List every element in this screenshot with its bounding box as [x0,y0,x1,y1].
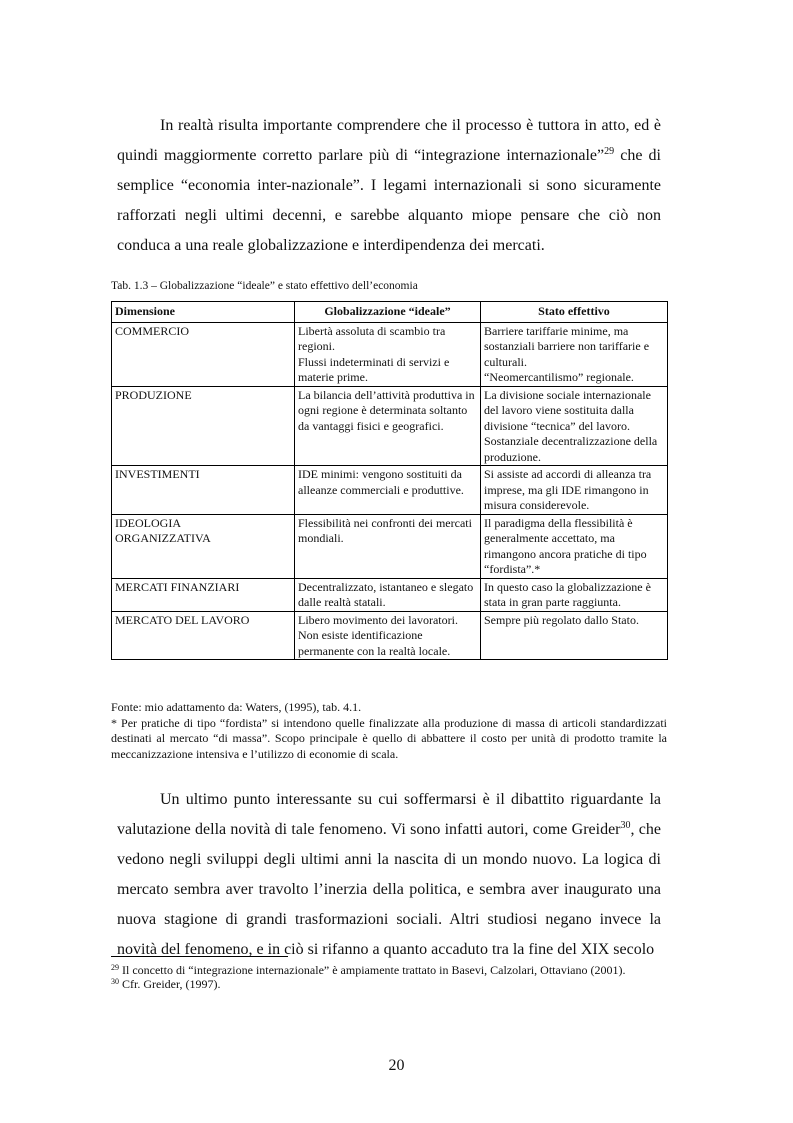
dimension-cell [112,322,295,386]
footnote-29 [111,963,667,977]
cell-text: MERCATO DEL LAVORO [115,612,250,627]
ideal-cell [295,386,481,466]
cell-text: Il paradigma della flessibilità è generalmente accettato, ma rimangono ancora pratiche di tipo “fordista”.* [484,515,647,576]
header-dimensione: Dimensione [112,302,295,323]
table-row [112,514,668,578]
table-header-row [112,302,668,323]
table-row [112,466,668,515]
dimension-cell [112,466,295,515]
paragraph-2 [117,785,661,965]
state-cell [481,611,668,660]
footnote-divider [111,956,288,957]
cell-text: Libertà assoluta di scambio tra regioni. [298,323,446,353]
paragraph-2-text-a: Un ultimo punto interessante su cui soffermarsi è il dibattito riguardante la valutazione della novità di tale fenomeno. Vi sono infatti autori, come Greider [117,791,661,838]
cell-text: Sempre più regolato dallo Stato. [484,612,639,627]
table-caption: Tab. 1.3 – Globalizzazione “ideale” e stato effettivo dell’economia [111,280,418,292]
cell-text: MERCATI FINANZIARI [115,579,240,594]
cell-text: PRODUZIONE [115,387,192,402]
cell-text: Flessibilità nei confronti dei mercati mondiali. [298,515,472,545]
cell-text: Barriere tariffarie minime, ma sostanziali barriere non tariffarie e culturali. [484,323,650,369]
footnote-ref-29[interactable]: 29 [604,146,615,157]
ideal-cell [295,578,481,611]
footnotes [111,963,667,991]
state-cell [481,322,668,386]
dimension-cell [112,514,295,578]
page-number: 20 [388,1057,405,1074]
cell-text: “Neomercantilismo” regionale. [484,370,634,384]
paragraph-1-text-b: che di semplice “economia inter-nazionale”. I legami internazionali si sono sicuramente rafforzati negli ultimi decenni, e sarebbe alquanto miope pensare che ciò non conduca a una reale globalizzazione e interdipendenza dei mercati. [117,147,661,254]
dimension-cell [112,611,295,660]
globalization-table [111,301,668,660]
header-stato-effettivo: Stato effettivo [481,302,668,323]
cell-text: Si assiste ad accordi di alleanza tra imprese, ma gli IDE rimangono in misura considerevole. [484,467,652,512]
state-cell [481,466,668,515]
cell-text: Flussi indeterminati di servizi e materie prime. [298,354,450,384]
footnote-number: 29 [111,963,119,972]
table-source: Fonte: mio adattamento da: Waters, (1995), tab. 4.1. [111,700,362,714]
paragraph-2-text-b: , che vedono negli sviluppi degli ultimi anni la nascita di un mondo nuovo. La logica di mercato sembra aver travolto l’inerzia della politica, e sembra aver inaugurato una nuova stagione di grandi trasformazioni sociali. Altri studiosi negano invece la novità del fenomeno, e in ciò si rifanno a quanto accaduto tra la fine del XIX secolo [117,821,662,958]
ideal-cell [295,466,481,515]
table-container [111,301,667,660]
cell-text: ORGANIZZATIVA [115,531,211,545]
footnote-number: 30 [111,977,119,986]
footnote-30 [111,977,667,991]
cell-text: INVESTIMENTI [115,467,200,481]
cell-text: In questo caso la globalizzazione è stata in gran parte raggiunta. [484,579,651,609]
table-row [112,578,668,611]
table-notes [111,700,667,762]
ideal-cell [295,611,481,660]
cell-text: La divisione sociale internazionale del lavoro viene sostituita dalla divisione “tecnica” del lavoro. Sostanziale decentralizzazione della produzione. [484,387,658,464]
table-row [112,611,668,660]
paragraph-1-text-a: In realtà risulta importante comprendere che il processo è tuttora in atto, ed è quindi maggiormente corretto parlare più di “integrazione internazionale” [117,117,661,164]
cell-text: Libero movimento dei lavoratori. Non esiste identificazione permanente con la realtà locale. [298,612,458,658]
state-cell [481,578,668,611]
dimension-cell [112,386,295,466]
cell-text: IDE minimi: vengono sostituiti da alleanze commerciali e produttive. [298,467,464,497]
table-row [112,322,668,386]
header-globalizzazione-ideale: Globalizzazione “ideale” [295,302,481,323]
cell-text: Decentralizzato, istantaneo e slegato dalle realtà statali. [298,579,474,609]
footnote-ref-30[interactable]: 30 [620,820,631,831]
state-cell [481,514,668,578]
footnote-text: Il concetto di “integrazione internazionale” è ampiamente trattato in Basevi, Calzolari, Ottaviano (2001). [119,963,626,977]
state-cell [481,386,668,466]
table-row [112,386,668,466]
footnote-text: Cfr. Greider, (1997). [119,977,221,991]
ideal-cell [295,322,481,386]
table-body [112,322,668,660]
paragraph-1 [117,111,661,261]
table-note-fordista: * Per pratiche di tipo “fordista” si intendono quelle finalizzate alla produzione di massa di articoli standardizzati destinati al mercato “di massa”. Scopo principale è quello di abbattere il costo per unità di prodotto tramite la meccanizzazione intensiva e l’utilizzo di economie di scala. [111,715,667,761]
cell-text: IDEOLOGIA [115,515,181,530]
dimension-cell [112,578,295,611]
cell-text: La bilancia dell’attività produttiva in ogni regione è determinata soltanto da vantaggi fisici e geografici. [298,387,475,433]
ideal-cell [295,514,481,578]
cell-text: COMMERCIO [115,323,190,338]
